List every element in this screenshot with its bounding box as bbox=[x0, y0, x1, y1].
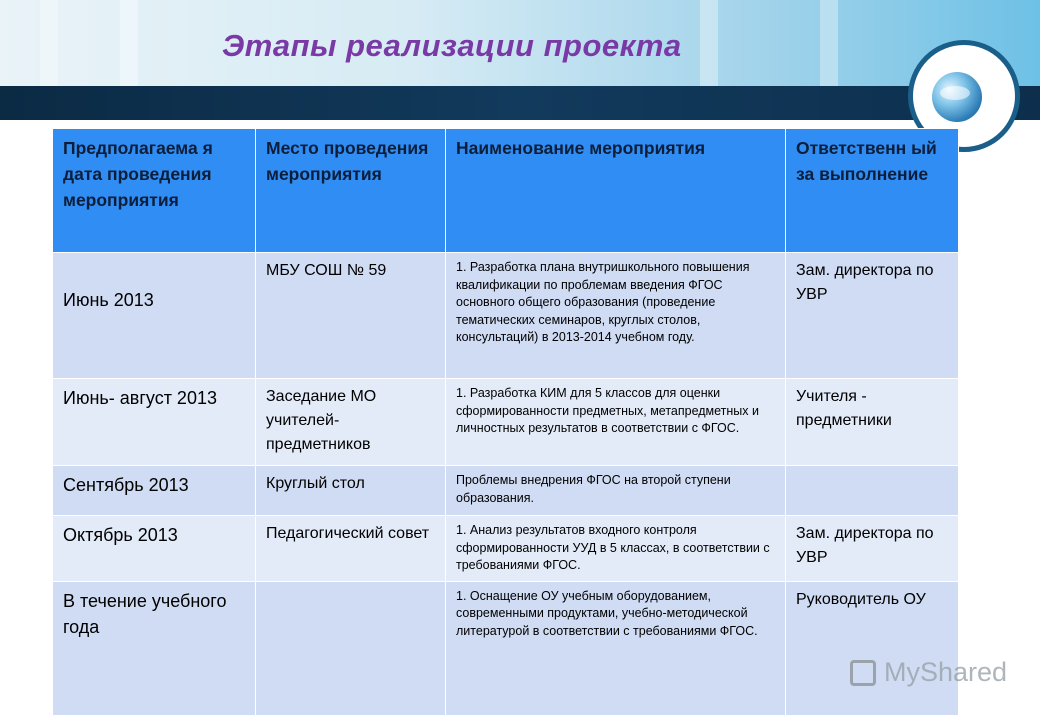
cell-place: Педагогический совет bbox=[256, 516, 446, 582]
cell-responsible: Руководитель ОУ bbox=[786, 581, 959, 715]
header-event: Наименование мероприятия bbox=[446, 129, 786, 253]
cell-responsible: Зам. директора по УВР bbox=[786, 516, 959, 582]
watermark-text: MyShared bbox=[884, 657, 1008, 687]
cell-event: 1. Разработка плана внутришкольного повышения квалификации по проблемам введения ФГОС основного общего образования (проведение тематических семинаров, круглых столов, консультаций) в 2013-2014 учебном году. bbox=[446, 253, 786, 379]
cell-date: Сентябрь 2013 bbox=[53, 466, 256, 516]
cell-event: 1. Оснащение ОУ учебным оборудованием, современными продуктами, учебно-методической литературой в соответствии с требованиями ФГОС. bbox=[446, 581, 786, 715]
banner-stripe bbox=[700, 0, 718, 86]
header-responsible: Ответственн ый за выполнение bbox=[786, 129, 959, 253]
cell-place: Заседание МО учителей- предметников bbox=[256, 379, 446, 466]
cell-date: Июнь- август 2013 bbox=[53, 379, 256, 466]
cell-event: Проблемы внедрения ФГОС на второй ступени образования. bbox=[446, 466, 786, 516]
cell-date: Октябрь 2013 bbox=[53, 516, 256, 582]
cell-responsible: Учителя - предметники bbox=[786, 379, 959, 466]
header-date: Предполагаема я дата проведения мероприятия bbox=[53, 129, 256, 253]
cell-date: Июнь 2013 bbox=[53, 253, 256, 379]
dark-header-bar bbox=[0, 86, 1040, 120]
table-row bbox=[53, 379, 959, 466]
table-row bbox=[53, 466, 959, 516]
globe-shine bbox=[940, 86, 970, 100]
table-row bbox=[53, 581, 959, 715]
cell-event: 1. Анализ результатов входного контроля сформированности УУД в 5 классах, в соответствии с требованиями ФГОС. bbox=[446, 516, 786, 582]
cell-place: Круглый стол bbox=[256, 466, 446, 516]
banner-stripe bbox=[820, 0, 838, 86]
banner-stripe bbox=[40, 0, 58, 86]
table-row bbox=[53, 253, 959, 379]
slide-title: Этапы реализации проекта bbox=[222, 28, 682, 63]
banner-stripe bbox=[120, 0, 138, 86]
cell-date: В течение учебного года bbox=[53, 581, 256, 715]
cell-responsible bbox=[786, 466, 959, 516]
table-header-row bbox=[53, 129, 959, 253]
project-stages-table bbox=[52, 128, 959, 716]
cell-responsible: Зам. директора по УВР bbox=[786, 253, 959, 379]
watermark-icon bbox=[850, 660, 876, 686]
cell-place: МБУ СОШ № 59 bbox=[256, 253, 446, 379]
cell-place bbox=[256, 581, 446, 715]
table-row bbox=[53, 516, 959, 582]
cell-event: 1. Разработка КИМ для 5 классов для оценки сформированности предметных, метапредметных и личностных результатов в соответствии с ФГОС. bbox=[446, 379, 786, 466]
header-place: Место проведения мероприятия bbox=[256, 129, 446, 253]
